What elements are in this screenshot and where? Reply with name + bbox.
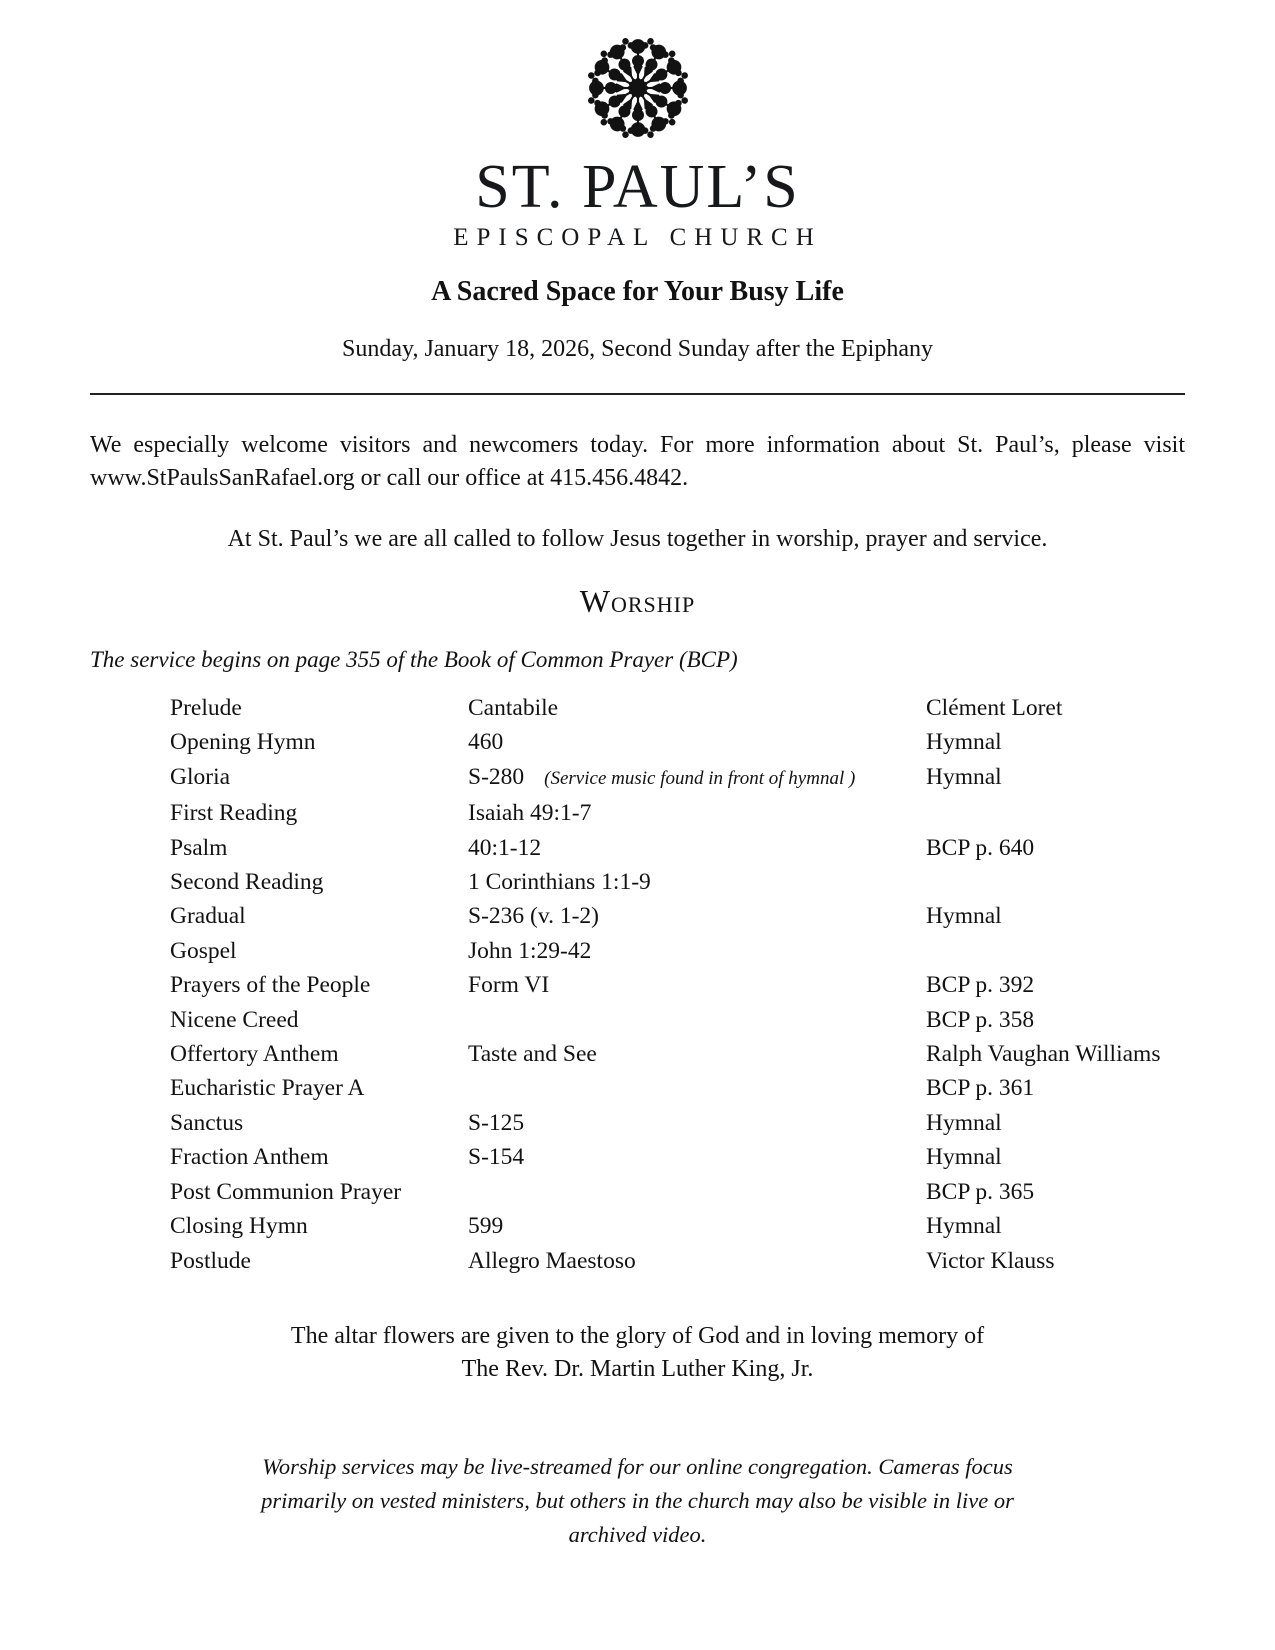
service-item: Gospel bbox=[170, 937, 237, 964]
service-detail: S-236 (v. 1-2) bbox=[468, 903, 599, 930]
table-row bbox=[170, 1003, 1185, 1037]
service-item: Prayers of the People bbox=[170, 972, 371, 999]
service-item: First Reading bbox=[170, 800, 298, 827]
service-item: Gradual bbox=[170, 903, 246, 930]
service-item: Psalm bbox=[170, 834, 228, 861]
church-name: ST. PAUL’S bbox=[475, 153, 800, 221]
service-table-body bbox=[170, 691, 1185, 1278]
service-order-table bbox=[170, 691, 1185, 1278]
service-item: Closing Hymn bbox=[170, 1213, 308, 1240]
service-detail: 599 bbox=[468, 1213, 504, 1240]
worship-heading: Worship bbox=[579, 583, 696, 619]
service-item: Fraction Anthem bbox=[170, 1144, 329, 1171]
service-detail: 460 bbox=[468, 729, 504, 756]
church-subtitle: EPISCOPAL CHURCH bbox=[453, 224, 822, 251]
table-row bbox=[170, 831, 1185, 865]
table-row bbox=[170, 1071, 1185, 1105]
service-source: Hymnal bbox=[926, 729, 1002, 756]
service-item: Offertory Anthem bbox=[170, 1041, 339, 1068]
service-item: Gloria bbox=[170, 763, 231, 790]
service-source: BCP p. 392 bbox=[926, 972, 1035, 999]
table-row bbox=[170, 1106, 1185, 1140]
welcome-paragraph: We especially welcome visitors and newcomers today. For more information about St. Paul’s, please visit www.StPaulsSanRafael.org or call our office at 415.456.4842. bbox=[90, 432, 1185, 491]
flowers-line1: The altar flowers are given to the glory of God and in loving memory of bbox=[290, 1322, 985, 1349]
service-detail: 1 Corinthians 1:1-9 bbox=[468, 869, 651, 896]
service-date: Sunday, January 18, 2026, Second Sunday after the Epiphany bbox=[342, 336, 933, 362]
service-source: Ralph Vaughan Williams bbox=[926, 1041, 1161, 1068]
service-item: Prelude bbox=[170, 695, 242, 721]
service-source bbox=[926, 796, 1185, 830]
service-detail: Isaiah 49:1-7 bbox=[468, 800, 592, 827]
table-row bbox=[170, 865, 1185, 899]
service-item: Post Communion Prayer bbox=[170, 1178, 402, 1205]
table-row bbox=[170, 760, 1185, 796]
service-detail: S-154 bbox=[468, 1144, 525, 1171]
service-detail: Taste and See bbox=[468, 1041, 597, 1068]
service-item: Nicene Creed bbox=[170, 1006, 299, 1033]
rose-window-icon bbox=[580, 30, 696, 146]
table-row bbox=[170, 725, 1185, 759]
service-source: BCP p. 361 bbox=[926, 1075, 1035, 1102]
church-logo bbox=[90, 30, 1185, 146]
table-row bbox=[170, 1140, 1185, 1174]
service-source: Hymnal bbox=[926, 1109, 1002, 1136]
service-detail: Cantabile bbox=[468, 695, 559, 721]
bcp-intro-note: The service begins on page 355 of the Book of Common Prayer (BCP) bbox=[90, 647, 738, 672]
service-source: Hymnal bbox=[926, 1144, 1002, 1171]
service-source: Clément Loret bbox=[926, 695, 1063, 721]
table-row bbox=[170, 1175, 1185, 1209]
service-item: Postlude bbox=[170, 1247, 251, 1274]
service-source: Hymnal bbox=[926, 763, 1002, 790]
table-row bbox=[170, 1037, 1185, 1071]
livestream-notice: Worship services may be live-streamed for our online congregation. Cameras focus primarily on vested ministers, but others in the church may also be visible in live or archived video. bbox=[261, 1454, 1014, 1547]
header-divider bbox=[90, 393, 1185, 395]
service-source: BCP p. 358 bbox=[926, 1006, 1035, 1033]
service-detail: S-125 bbox=[468, 1109, 525, 1136]
service-item: Opening Hymn bbox=[170, 729, 316, 756]
flowers-line2: The Rev. Dr. Martin Luther King, Jr. bbox=[461, 1355, 814, 1382]
service-detail: 40:1-12 bbox=[468, 834, 542, 861]
service-detail: Allegro Maestoso bbox=[468, 1247, 636, 1274]
service-source: Hymnal bbox=[926, 903, 1002, 930]
table-row bbox=[170, 796, 1185, 830]
service-item: Second Reading bbox=[170, 869, 324, 896]
service-detail-note: (Service music found in front of hymnal ) bbox=[544, 767, 856, 789]
service-item: Eucharistic Prayer A bbox=[170, 1075, 365, 1102]
service-source: BCP p. 640 bbox=[926, 834, 1035, 861]
altar-flowers-dedication bbox=[90, 1320, 1185, 1386]
table-row bbox=[170, 899, 1185, 933]
table-row bbox=[170, 1244, 1185, 1278]
table-row bbox=[170, 691, 1185, 725]
service-source: BCP p. 365 bbox=[926, 1178, 1035, 1205]
table-row bbox=[170, 968, 1185, 1002]
service-detail: John 1:29-42 bbox=[468, 937, 592, 964]
service-source bbox=[926, 934, 1185, 968]
service-detail: S-280 bbox=[468, 763, 525, 790]
tagline: A Sacred Space for Your Busy Life bbox=[431, 276, 844, 307]
mission-statement: At St. Paul’s we are all called to follow Jesus together in worship, prayer and service. bbox=[227, 526, 1048, 552]
service-source: Victor Klauss bbox=[926, 1247, 1055, 1274]
service-item: Sanctus bbox=[170, 1109, 244, 1136]
table-row bbox=[170, 1209, 1185, 1243]
service-source: Hymnal bbox=[926, 1213, 1002, 1240]
service-detail: Form VI bbox=[468, 972, 550, 999]
service-source bbox=[926, 865, 1185, 899]
table-row bbox=[170, 934, 1185, 968]
